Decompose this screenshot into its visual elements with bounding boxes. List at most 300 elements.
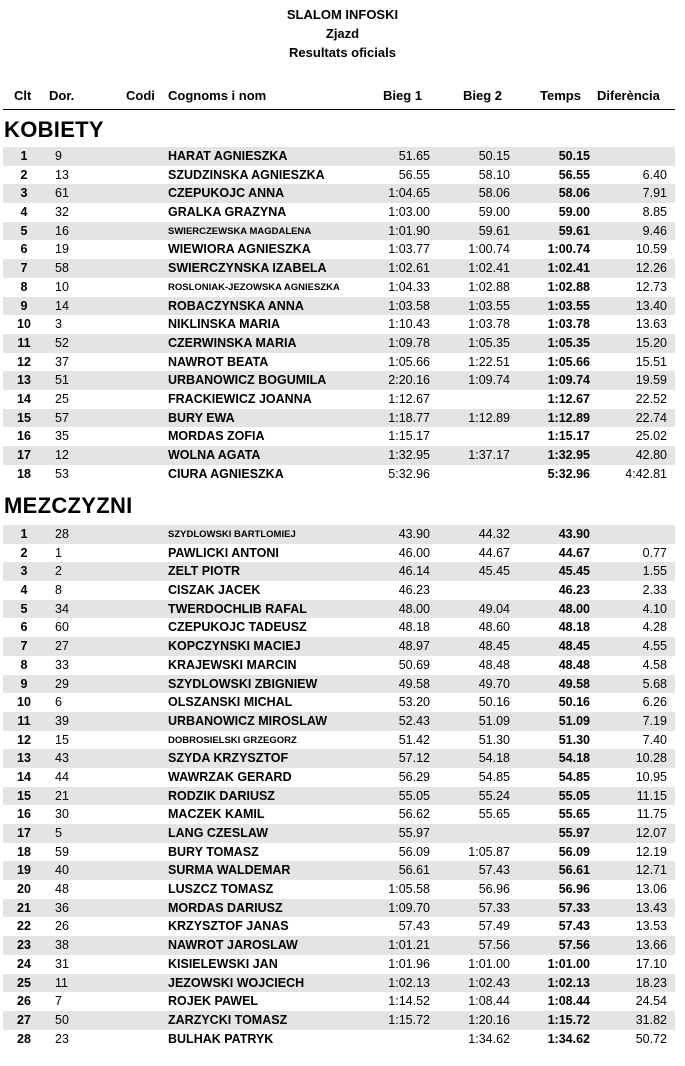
run1-time: 1:18.77 [388, 410, 430, 425]
col-codi: Codi [126, 88, 155, 103]
competitor-name: DOBROSIELSKI GRZEGORZ [168, 734, 297, 746]
best-time: 1:09.74 [547, 373, 590, 388]
header-divider [3, 109, 675, 110]
rank: 14 [17, 769, 31, 784]
bib: 35 [55, 429, 69, 444]
time-difference: 4.28 [642, 620, 667, 635]
rank: 10 [17, 695, 31, 710]
time-difference: 13.66 [635, 938, 667, 953]
run1-time: 46.23 [398, 583, 430, 598]
bib: 10 [55, 279, 69, 294]
table-row [3, 917, 675, 936]
rank: 2 [20, 167, 28, 182]
best-time: 54.85 [558, 769, 590, 784]
table-row [3, 861, 675, 880]
time-difference: 12.07 [635, 826, 667, 840]
run2-time: 54.18 [478, 751, 510, 766]
time-difference: 4.58 [642, 657, 667, 672]
competitor-name: BURY TOMASZ [168, 844, 259, 859]
bib: 40 [55, 863, 69, 878]
time-difference: 4.55 [642, 639, 667, 654]
run2-time: 1:09.74 [468, 373, 510, 388]
best-time: 1:05.35 [547, 335, 590, 350]
report-caption: Resultats oficials [289, 45, 396, 60]
table-row [3, 899, 675, 918]
rank: 1 [20, 149, 28, 163]
bib: 23 [55, 1031, 69, 1046]
time-difference: 6.26 [642, 695, 667, 710]
bib: 26 [55, 919, 69, 934]
table-row [3, 974, 675, 993]
rank: 7 [20, 261, 28, 276]
competitor-name: SZYDLOWSKI ZBIGNIEW [168, 676, 318, 691]
run1-time: 57.12 [398, 751, 430, 766]
competitor-name: JEZOWSKI WOJCIECH [168, 975, 305, 990]
rank: 26 [17, 994, 31, 1009]
time-difference: 22.52 [635, 391, 667, 406]
run1-time: 56.55 [398, 167, 430, 182]
best-time: 1:03.55 [547, 298, 590, 313]
time-difference: 13.43 [635, 900, 667, 915]
table-row [3, 525, 675, 544]
competitor-name: SZUDZINSKA AGNIESZKA [168, 167, 325, 182]
rank: 8 [20, 657, 28, 672]
table-row [3, 259, 675, 278]
run2-time: 57.43 [478, 863, 510, 878]
best-time: 1:32.95 [547, 448, 590, 462]
table-row [3, 618, 675, 637]
best-time: 46.23 [558, 583, 590, 598]
table-row [3, 600, 675, 619]
rank: 17 [17, 448, 31, 462]
rank: 12 [17, 732, 31, 747]
run1-time: 1:14.52 [388, 994, 430, 1009]
run1-time: 46.00 [398, 545, 430, 560]
run2-time: 57.56 [478, 938, 510, 953]
bib: 27 [55, 639, 69, 654]
best-time: 55.05 [558, 788, 590, 803]
bib: 61 [55, 186, 69, 201]
rank: 14 [17, 391, 31, 406]
competitor-name: ROSLONIAK-JEZOWSKA AGNIESZKA [168, 281, 340, 293]
bib: 44 [55, 769, 69, 784]
table-row [3, 562, 675, 581]
table-row [3, 427, 675, 446]
rank: 25 [17, 975, 31, 990]
best-time: 57.56 [558, 938, 590, 953]
competitor-name: KISIELEWSKI JAN [168, 956, 278, 971]
best-time: 56.55 [558, 167, 590, 182]
section-title-women: KOBIETY [4, 117, 104, 142]
run1-time: 5:32.96 [388, 466, 430, 481]
rank: 11 [17, 335, 31, 350]
run1-time: 56.61 [398, 863, 430, 878]
run2-time: 1:08.44 [468, 994, 510, 1009]
rank: 13 [17, 373, 31, 388]
rank: 12 [17, 354, 31, 369]
rank: 9 [20, 298, 28, 313]
bib: 1 [55, 545, 62, 560]
run2-time: 1:03.78 [468, 317, 510, 332]
run1-time: 1:01.96 [388, 956, 430, 971]
time-difference: 19.59 [635, 373, 667, 388]
bib: 37 [55, 354, 69, 369]
time-difference: 8.85 [642, 205, 667, 220]
time-difference: 12.71 [635, 863, 667, 878]
best-time: 58.06 [558, 186, 590, 201]
run2-time: 1:02.88 [468, 279, 510, 294]
run2-time: 59.00 [478, 205, 510, 220]
rank: 7 [20, 639, 28, 654]
run1-time: 52.43 [398, 713, 430, 728]
best-time: 59.61 [558, 223, 590, 238]
time-difference: 13.40 [635, 298, 667, 313]
bib: 3 [55, 317, 62, 332]
run2-time: 51.09 [478, 713, 510, 728]
time-difference: 5.68 [642, 676, 667, 691]
run1-time: 51.65 [398, 149, 430, 163]
table-row [3, 731, 675, 750]
table-row [3, 581, 675, 600]
best-time: 57.43 [558, 919, 590, 934]
column-header-row [0, 88, 685, 106]
results-table-men [3, 525, 675, 1048]
time-difference: 10.59 [635, 242, 667, 257]
bib: 59 [55, 844, 69, 859]
rank: 10 [17, 317, 31, 332]
time-difference: 7.40 [642, 732, 667, 747]
rank: 20 [17, 882, 31, 897]
table-row [3, 1030, 675, 1049]
rank: 19 [17, 863, 31, 878]
time-difference: 42.80 [635, 448, 667, 462]
competitor-name: WIEWIORA AGNIESZKA [168, 242, 311, 257]
table-row [3, 334, 675, 353]
time-difference: 7.91 [642, 186, 667, 201]
run2-time: 48.60 [478, 620, 510, 635]
best-time: 5:32.96 [547, 466, 590, 481]
bib: 30 [55, 807, 69, 822]
competitor-name: SWIERCZEWSKA MAGDALENA [168, 225, 312, 237]
run1-time: 1:04.65 [388, 186, 430, 201]
best-time: 45.45 [558, 564, 590, 579]
time-difference: 17.10 [635, 956, 667, 971]
rank: 16 [17, 429, 31, 444]
best-time: 1:05.66 [547, 354, 590, 369]
run2-time: 48.48 [478, 657, 510, 672]
rank: 27 [17, 1012, 31, 1027]
rank: 9 [20, 676, 28, 691]
competitor-name: URBANOWICZ BOGUMILA [168, 373, 327, 388]
bib: 36 [55, 900, 69, 915]
competitor-name: WOLNA AGATA [168, 448, 261, 462]
time-difference: 9.46 [642, 223, 667, 238]
competitor-name: MORDAS DARIUSZ [168, 900, 283, 915]
table-row [3, 371, 675, 390]
col-dor: Dor. [49, 88, 75, 103]
run1-time: 1:05.58 [388, 882, 430, 897]
table-row [3, 656, 675, 675]
bib: 8 [55, 583, 62, 598]
rank: 15 [17, 788, 31, 803]
run2-time: 58.10 [478, 167, 510, 182]
competitor-name: LANG CZESLAW [168, 826, 268, 840]
bib: 38 [55, 938, 69, 953]
competitor-name: CZEPUKOJC TADEUSZ [168, 620, 307, 635]
bib: 14 [55, 298, 69, 313]
run1-time: 1:09.70 [388, 900, 430, 915]
run1-time: 1:02.13 [388, 975, 430, 990]
run2-time: 1:02.41 [468, 261, 510, 276]
table-row [3, 465, 675, 484]
run2-time: 1:37.17 [468, 448, 510, 462]
best-time: 56.61 [558, 863, 590, 878]
time-difference: 12.73 [635, 279, 667, 294]
col-clt: Clt [14, 88, 32, 103]
run2-time: 57.33 [478, 900, 510, 915]
competitor-name: NAWROT JAROSLAW [168, 938, 298, 953]
competitor-name: WAWRZAK GERARD [168, 769, 292, 784]
time-difference: 11.75 [636, 807, 667, 822]
run2-time: 45.45 [478, 564, 510, 579]
run1-time: 1:03.77 [388, 242, 430, 257]
rank: 11 [17, 713, 31, 728]
time-difference: 11.15 [636, 788, 667, 803]
rank: 28 [17, 1031, 31, 1046]
run1-time: 57.43 [398, 919, 430, 934]
rank: 17 [17, 826, 31, 840]
table-row [3, 675, 675, 694]
competitor-name: KRZYSZTOF JANAS [168, 919, 289, 934]
run1-time: 1:05.66 [388, 354, 430, 369]
table-row [3, 787, 675, 806]
table-row [3, 409, 675, 428]
bib: 34 [55, 601, 69, 616]
run2-time: 44.67 [478, 545, 510, 560]
time-difference: 13.63 [635, 317, 667, 332]
table-row [3, 843, 675, 862]
bib: 28 [55, 527, 69, 541]
bib: 15 [55, 732, 69, 747]
rank: 2 [20, 545, 28, 560]
best-time: 55.97 [558, 826, 590, 840]
time-difference: 0.77 [642, 545, 667, 560]
best-time: 48.45 [558, 639, 590, 654]
report-subtitle: Zjazd [325, 26, 360, 41]
best-time: 54.18 [558, 751, 590, 766]
best-time: 51.30 [558, 732, 590, 747]
bib: 25 [55, 391, 69, 406]
time-difference: 24.54 [635, 994, 667, 1009]
run1-time: 1:10.43 [388, 317, 430, 332]
time-difference: 22.74 [635, 410, 667, 425]
competitor-name: CZERWINSKA MARIA [168, 335, 297, 350]
table-row [3, 315, 675, 334]
run2-time: 49.70 [478, 676, 510, 691]
competitor-name: ROJEK PAWEL [168, 994, 259, 1009]
run2-time: 1:05.87 [468, 844, 510, 859]
run1-time: 43.90 [398, 527, 430, 541]
run1-time: 1:09.78 [388, 335, 430, 350]
best-time: 56.96 [558, 882, 590, 897]
rank: 21 [17, 900, 31, 915]
table-row [3, 446, 675, 465]
bib: 53 [55, 466, 69, 481]
time-difference: 6.40 [642, 167, 667, 182]
run2-time: 50.15 [478, 149, 510, 163]
rank: 6 [20, 620, 28, 635]
competitor-name: KOPCZYNSKI MACIEJ [168, 639, 301, 654]
bib: 32 [55, 205, 69, 220]
run2-time: 1:00.74 [468, 242, 510, 257]
table-row [3, 768, 675, 787]
bib: 57 [55, 410, 69, 425]
competitor-name: LUSZCZ TOMASZ [168, 882, 274, 897]
run1-time: 1:03.00 [388, 205, 430, 220]
run2-time: 58.06 [478, 186, 510, 201]
competitor-name: FRACKIEWICZ JOANNA [168, 391, 312, 406]
best-time: 50.16 [558, 695, 590, 710]
table-row [3, 824, 675, 843]
table-row [3, 637, 675, 656]
time-difference: 12.26 [635, 261, 667, 276]
run1-time: 56.09 [398, 844, 430, 859]
table-row [3, 992, 675, 1011]
bib: 51 [55, 373, 69, 388]
rank: 18 [17, 466, 31, 481]
table-row [3, 712, 675, 731]
run2-time: 1:20.16 [468, 1012, 510, 1027]
table-row [3, 222, 675, 241]
competitor-name: OLSZANSKI MICHAL [168, 695, 293, 710]
rank: 13 [17, 751, 31, 766]
table-row [3, 544, 675, 563]
time-difference: 15.51 [635, 354, 667, 369]
run1-time: 48.00 [398, 601, 430, 616]
best-time: 43.90 [558, 527, 590, 541]
run1-time: 1:02.61 [388, 261, 430, 276]
best-time: 1:15.17 [547, 429, 590, 444]
run2-time: 48.45 [478, 639, 510, 654]
time-difference: 31.82 [635, 1012, 667, 1027]
run1-time: 48.18 [398, 620, 430, 635]
report-title: SLALOM INFOSKI [286, 7, 399, 22]
col-run1: Bieg 1 [383, 88, 423, 103]
time-difference: 25.02 [635, 429, 667, 444]
run2-time: 54.85 [478, 769, 510, 784]
table-row [3, 1011, 675, 1030]
run1-time: 2:20.16 [388, 373, 430, 388]
table-row [3, 749, 675, 768]
competitor-name: BURY EWA [168, 410, 235, 425]
bib: 21 [55, 788, 69, 803]
best-time: 56.09 [558, 844, 590, 859]
competitor-name: ROBACZYNSKA ANNA [168, 298, 304, 313]
run2-time: 55.24 [478, 788, 510, 803]
run1-time: 56.62 [398, 807, 430, 822]
competitor-name: TWERDOCHLIB RAFAL [168, 601, 307, 616]
competitor-name: MACZEK KAMIL [168, 807, 265, 822]
bib: 5 [55, 826, 62, 840]
run1-time: 53.20 [398, 695, 430, 710]
run1-time: 46.14 [398, 564, 430, 579]
table-row [3, 203, 675, 222]
best-time: 1:02.41 [547, 261, 590, 276]
rank: 15 [17, 410, 31, 425]
best-time: 1:01.00 [547, 956, 590, 971]
time-difference: 10.28 [635, 751, 667, 766]
table-row [3, 880, 675, 899]
bib: 12 [55, 448, 69, 462]
competitor-name: RODZIK DARIUSZ [168, 788, 275, 803]
bib: 7 [55, 994, 62, 1009]
rank: 22 [17, 919, 31, 934]
run1-time: 1:03.58 [388, 298, 430, 313]
run2-time: 1:03.55 [468, 298, 510, 313]
rank: 5 [20, 601, 28, 616]
competitor-name: NAWROT BEATA [168, 354, 269, 369]
competitor-name: GRALKA GRAZYNA [168, 205, 287, 220]
time-difference: 10.95 [635, 769, 667, 784]
best-time: 1:12.89 [547, 410, 590, 425]
run2-time: 55.65 [478, 807, 510, 822]
best-time: 48.18 [558, 620, 590, 635]
results-table-women [3, 147, 675, 483]
run2-time: 51.30 [478, 732, 510, 747]
competitor-name: NIKLINSKA MARIA [168, 317, 281, 332]
run2-time: 1:05.35 [468, 335, 510, 350]
run2-time: 50.16 [478, 695, 510, 710]
time-difference: 7.19 [642, 713, 667, 728]
time-difference: 4:42.81 [625, 466, 667, 481]
rank: 6 [20, 242, 28, 257]
time-difference: 13.53 [635, 919, 667, 934]
table-row [3, 297, 675, 316]
table-row [3, 353, 675, 372]
run1-time: 55.05 [398, 788, 430, 803]
competitor-name: HARAT AGNIESZKA [168, 149, 288, 163]
rank: 8 [20, 279, 28, 294]
rank: 3 [20, 564, 28, 579]
best-time: 1:02.88 [547, 279, 590, 294]
competitor-name: CZEPUKOJC ANNA [168, 186, 285, 201]
run1-time: 48.97 [398, 639, 430, 654]
rank: 23 [17, 938, 31, 953]
time-difference: 50.72 [635, 1031, 667, 1046]
run1-time: 56.29 [398, 769, 430, 784]
competitor-name: SZYDLOWSKI BARTLOMIEJ [168, 529, 296, 540]
rank: 4 [20, 205, 28, 220]
run2-time: 49.04 [478, 601, 510, 616]
bib: 48 [55, 882, 69, 897]
bib: 43 [55, 751, 69, 766]
rank: 18 [17, 844, 31, 859]
bib: 52 [55, 335, 69, 350]
run2-time: 1:34.62 [468, 1031, 510, 1046]
section-title-men: MEZCZYZNI [4, 493, 133, 518]
run1-time: 50.69 [398, 657, 430, 672]
rank: 3 [20, 186, 28, 201]
competitor-name: CISZAK JACEK [168, 583, 261, 598]
best-time: 57.33 [558, 900, 590, 915]
run2-time: 1:12.89 [468, 410, 510, 425]
run1-time: 1:01.21 [388, 938, 430, 953]
best-time: 49.58 [558, 676, 590, 691]
competitor-name: BULHAK PATRYK [168, 1031, 274, 1046]
time-difference: 18.23 [635, 975, 667, 990]
best-time: 1:15.72 [547, 1012, 590, 1027]
bib: 33 [55, 657, 69, 672]
